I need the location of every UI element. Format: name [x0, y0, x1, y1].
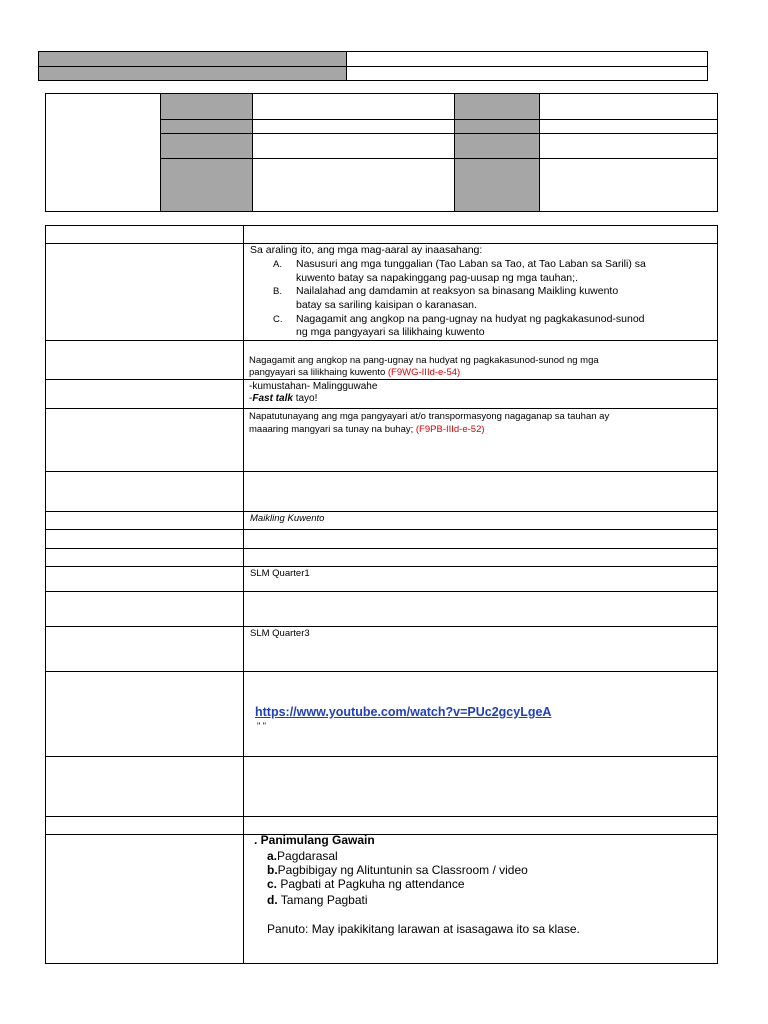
procedure-item-a-text: Pagdarasal [277, 849, 338, 863]
competency-2-code: (F9PB-IIId-e-52) [415, 424, 485, 435]
objective-a-line2: kuwento batay sa napakinggang pag-uusap ng mga tauhan;. [296, 272, 578, 284]
competency-1-line2-wrap [249, 366, 460, 379]
motivation-line2 [249, 392, 317, 405]
procedure-item-a [267, 849, 338, 864]
info-label-2 [161, 120, 252, 133]
reference-slm-quarter3: SLM Quarter3 [250, 628, 310, 639]
procedure-item-c-letter: c. [267, 877, 278, 891]
objective-a-line1: Nasusuri ang mga tunggalian (Tao Laban sa Tao, at Tao Laban sa Sarili) sa [296, 258, 646, 270]
motivation-prefix: - [249, 393, 253, 404]
procedure-item-d [267, 893, 368, 908]
header-cell-2-label [39, 66, 346, 80]
objective-marker-b: B. [273, 286, 282, 297]
content-topic: Maikling Kuwento [250, 513, 325, 524]
objective-b-line2: batay sa sariling kaisipan o karanasan. [296, 299, 477, 311]
info-label-7 [455, 134, 539, 158]
competency-1-line1: Nagagamit ang angkop na pang-ugnay na hudyat ng pagkakasunod-sunod ng mga [249, 355, 599, 366]
procedure-item-c [267, 877, 465, 892]
objective-marker-a: A. [273, 259, 282, 270]
procedure-item-a-letter: a. [267, 849, 278, 863]
reference-slm-quarter1: SLM Quarter1 [250, 568, 310, 579]
procedure-heading: . Panimulang Gawain [254, 833, 375, 847]
info-label-5 [455, 94, 539, 119]
info-label-6 [455, 120, 539, 133]
objective-b-line1: Nailalahad ang damdamin at reaksyon sa binasang Maikling kuwento [296, 285, 619, 297]
header-cell-1-label [39, 52, 346, 66]
procedure-item-d-letter: d. [267, 893, 278, 907]
objectives-intro: Sa araling ito, ang mga mag-aaral ay inaasahang: [250, 244, 483, 256]
procedure-item-d-text: Tamang Pagbati [277, 893, 368, 907]
competency-2-line2-wrap [249, 423, 485, 436]
procedure-instruction: Panuto: May ipakikitang larawan at isasagawa ito sa klase. [267, 922, 580, 936]
competency-1-code: (F9WG-IIId-e-54) [387, 367, 461, 378]
video-link[interactable]: https://www.youtube.com/watch?v=PUc2gcyLgeA [255, 705, 552, 719]
competency-1-line2: pangyayari sa lilikhaing kuwento [249, 367, 386, 378]
info-grid [45, 93, 718, 212]
video-quote-marks: " " [257, 721, 266, 731]
objective-marker-c: C. [273, 314, 283, 325]
info-label-4 [161, 159, 252, 211]
motivation-emph: Fast talk [252, 393, 293, 404]
competency-2-line2: maaaring mangyari sa tunay na buhay; [249, 424, 414, 435]
competency-2-line1: Napatutunayang ang mga pangyayari at/o transpormasyong nagaganap sa tauhan ay [249, 411, 610, 422]
info-label-3 [161, 134, 252, 158]
procedure-item-b-letter: b. [267, 863, 278, 877]
info-label-8 [455, 159, 539, 211]
info-label-1 [161, 94, 252, 119]
header-table [38, 51, 708, 81]
procedure-item-c-text: Pagbati at Pagkuha ng attendance [277, 877, 465, 891]
motivation-suffix: tayo! [292, 393, 318, 404]
procedure-item-b-text: Pagbibigay ng Alituntunin sa Classroom / video [277, 863, 528, 877]
objective-c-line1: Nagagamit ang angkop na pang-ugnay na hudyat ng pagkakasunod-sunod [296, 313, 645, 325]
objective-c-line2: ng mga pangyayari sa lilikhaing kuwento [296, 326, 485, 338]
motivation-line1: -kumustahan- Malingguwahe [249, 381, 378, 392]
procedure-item-b [267, 863, 528, 878]
